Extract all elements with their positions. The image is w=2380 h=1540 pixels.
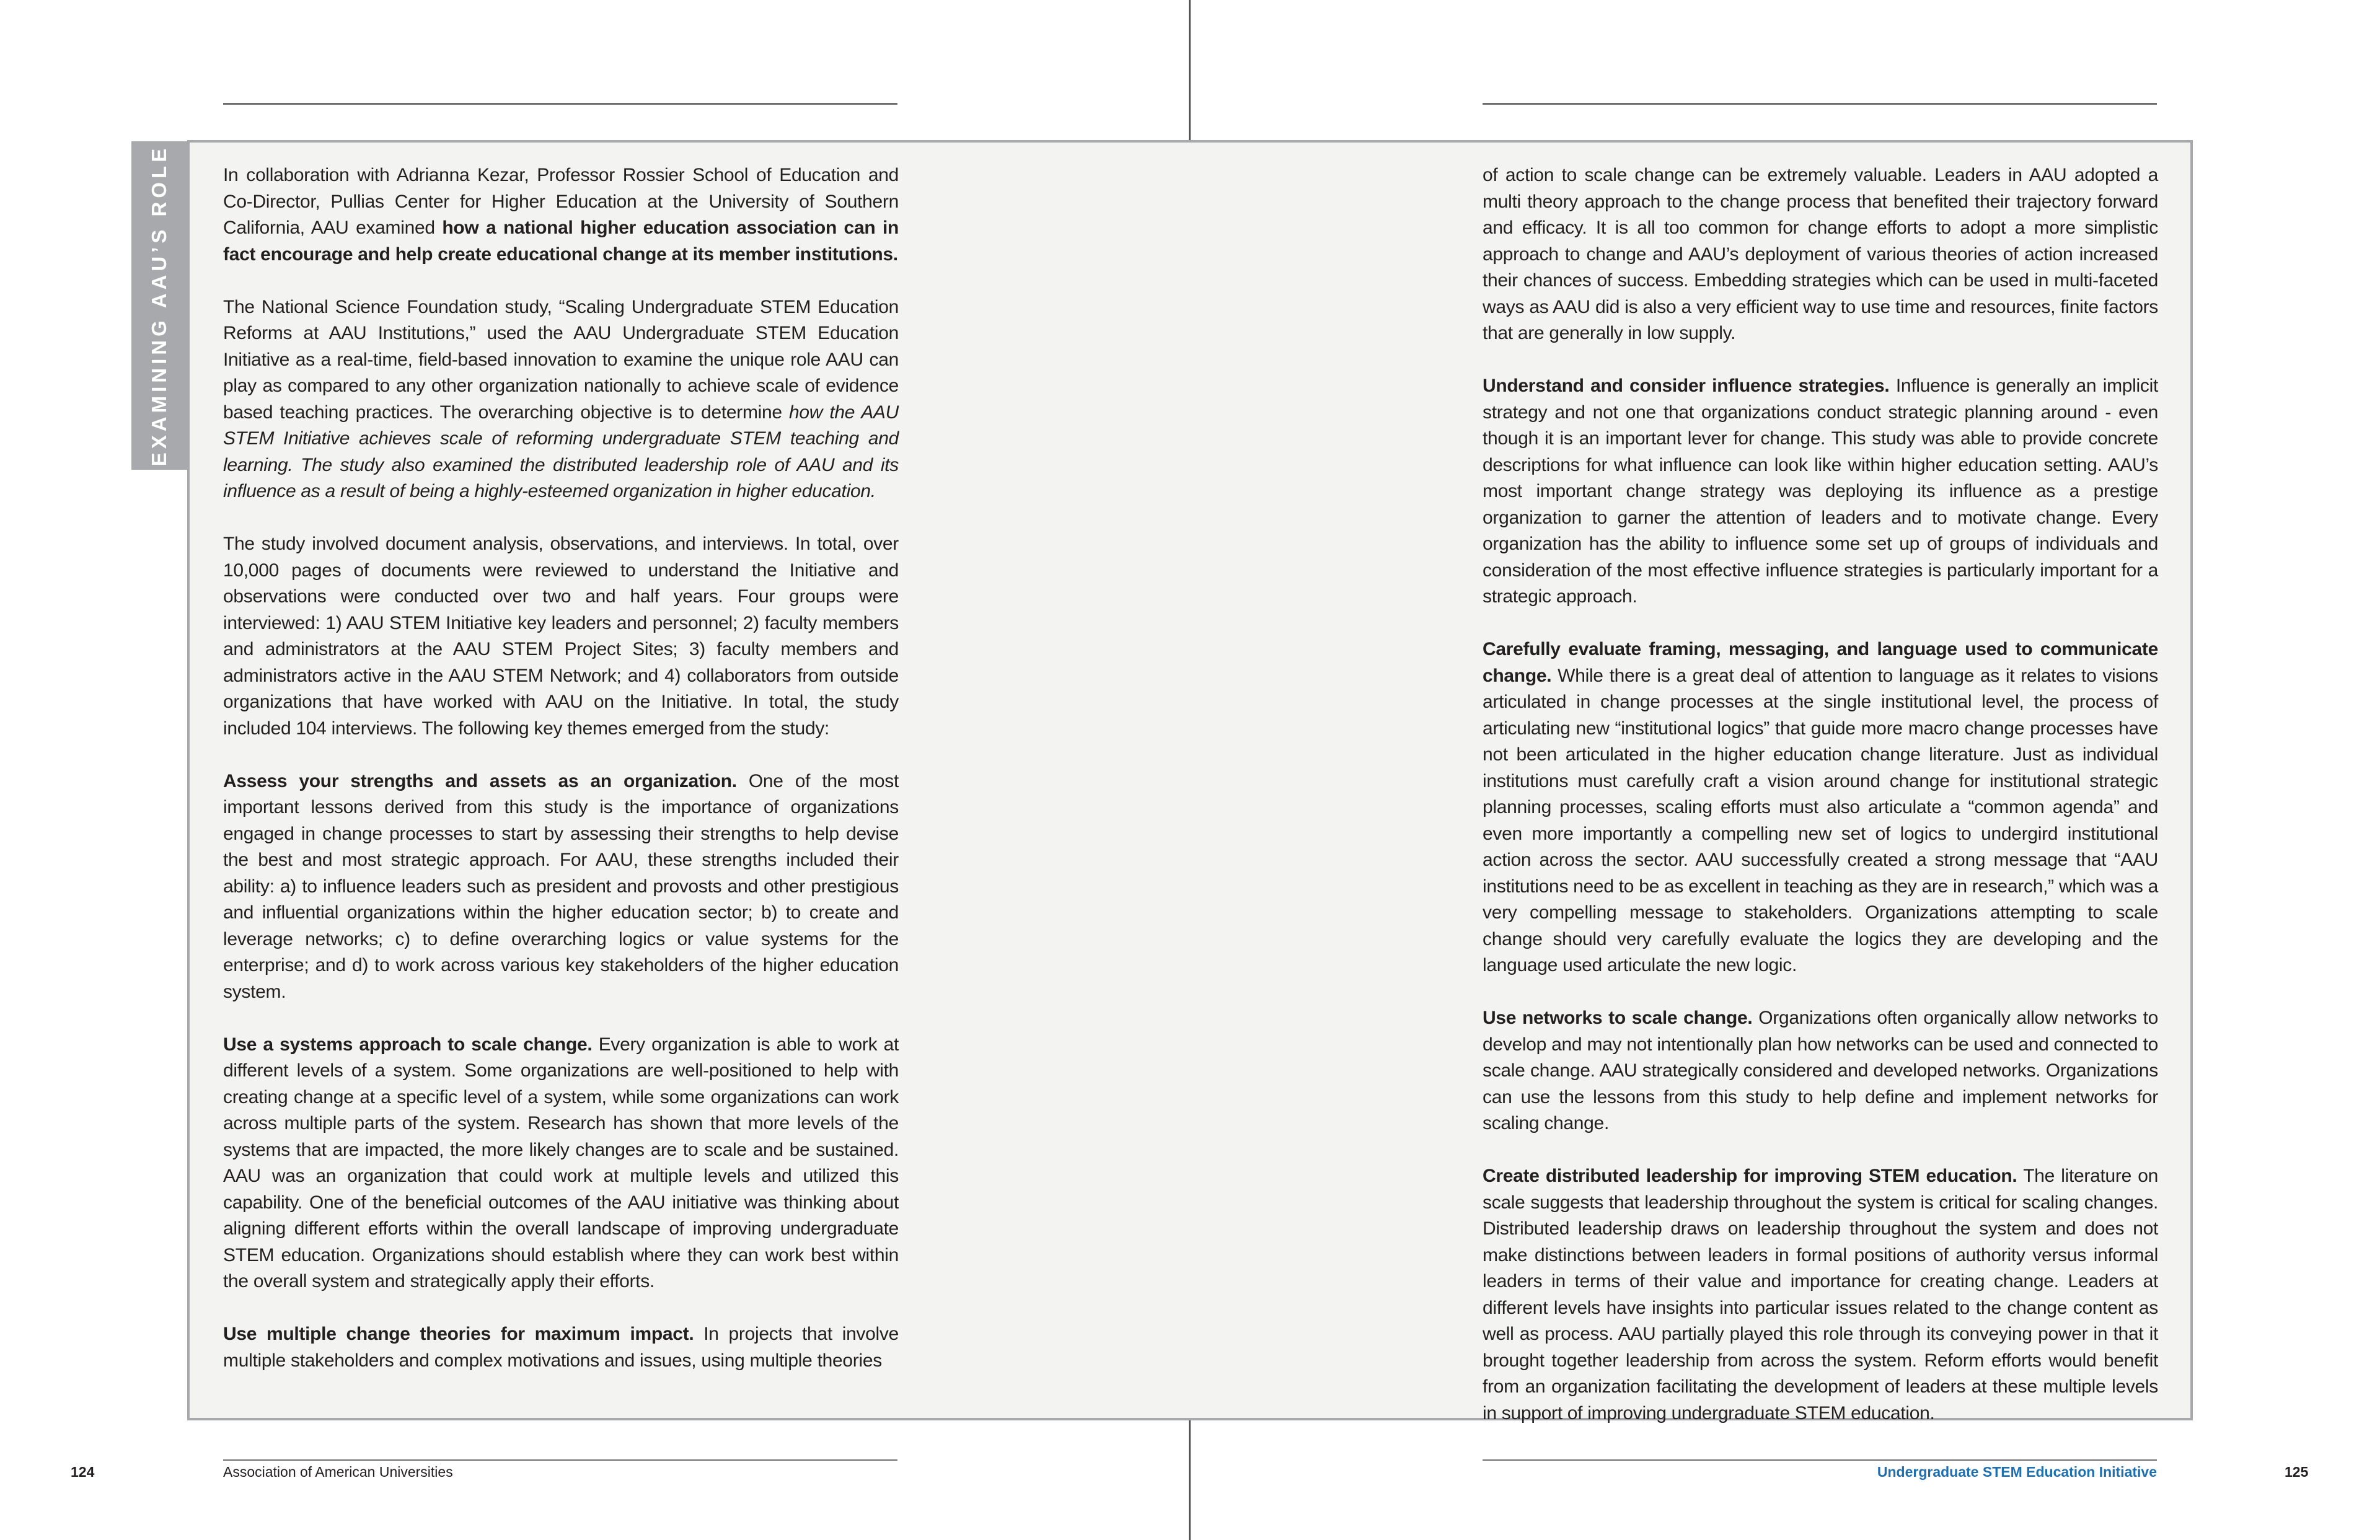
- footer-publisher: Association of American Universities: [223, 1464, 453, 1480]
- paragraph-heading: Create distributed leadership for improving STEM education.: [1483, 1166, 2017, 1186]
- paragraph-intro: [223, 162, 899, 268]
- paragraph-italic-text: how the AAU STEM Initiative achieves scale of reforming undergraduate STEM teaching and learning. The study also examined the distributed leadership role of AAU and its influence as a result of being a highly-esteemed organization in higher education.: [223, 402, 899, 501]
- paragraph-text: The National Science Foundation study, “Scaling Undergraduate STEM Education Reforms at AAU Institutions,” used the AAU Undergraduate STEM Education Initiative as a real-time, field-based innovation to examine the unique role AAU can play as compared to any other organization nationally to achieve scale of evidence based teaching practices. The overarching objective is to determine: [223, 296, 899, 423]
- paragraph-text: Influence is generally an implicit strategy and not one that organizations conduct strategic planning around - even though it is an important lever for change. This study was able to provide concrete descriptions for what influence can look like within higher education setting. AAU’s most important change strategy was deploying its influence as a prestige organization to garner the attention of leaders and to motivate change. Every organization has the ability to influence some set up of groups of individuals and consideration of the most effective influence strategies is particularly important for a strategic approach.: [1483, 376, 2158, 607]
- header-rule-left: [223, 103, 897, 105]
- paragraph-theories-continued: [1483, 162, 2158, 347]
- paragraph-text: Organizations often organically allow networks to develop and may not intentionally plan how networks can be used and connected to scale change. AAU strategically considered and developed networks. Organizations can use the lessons from this study to help define and implement networks for scaling change.: [1483, 1008, 2159, 1133]
- paragraph-study-method: [223, 531, 899, 742]
- header-rule-right: [1483, 103, 2157, 105]
- paragraph-text: In collaboration with Adrianna Kezar, Professor Rossier School of Education and Co-Director, Pullias Center for Higher Education at the University of Southern California, AAU examined: [223, 165, 899, 238]
- paragraph-text: The literature on scale suggests that leadership throughout the system is critical for scaling changes. Distributed leadership draws on leadership throughout the system and does not make distinctions between leaders in formal positions of authority versus informal leaders in terms of their value and importance for creating change. Leaders at different levels have insights into particular issues related to the change content as well as process. AAU partially played this role through its conveying power in that it brought together leadership from across the system. Reform efforts would benefit from an organization facilitating the development of leaders at these multiple levels in support of improving undergraduate STEM education.: [1483, 1166, 2158, 1423]
- paragraph-text: The study involved document analysis, observations, and interviews. In total, over 10,000 pages of documents were reviewed to understand the Initiative and observations were conducted over two and half years. Four groups were interviewed: 1) AAU STEM Initiative key leaders and personnel; 2) faculty members and administrators at the AAU STEM Project Sites; 3) faculty members and administrators active in the AAU STEM Network; and 4) collaborators from outside organizations that have worked with AAU on the Initiative. In total, the study included 104 interviews. The following key themes emerged from the study:: [223, 534, 899, 739]
- paragraph-text: Every organization is able to work at different levels of a system. Some organizations are well-positioned to help with creating change at a specific level of a system, while some organizations can work across multiple parts of the system. Research has shown that more levels of the systems that are impacted, the more likely changes are to scale and be sustained. AAU was an organization that could work at multiple levels and utilized this capability. One of the beneficial outcomes of the AAU initiative was thinking about aligning different efforts within the overall landscape of improving undergraduate STEM education. Organizations should establish where they can work best within the overall system and strategically apply their efforts.: [223, 1034, 899, 1291]
- paragraph-assess-strengths: [223, 768, 899, 1006]
- page-number-left: 124: [71, 1464, 95, 1480]
- paragraph-text: One of the most important lessons derived from this study is the importance of organizations engaged in change processes to start by assessing their strengths to help devise the best and most strategic approach. For AAU, these strengths included their ability: a) to influence leaders such as president and provosts and other prestigious and influential organizations within the higher education sector; b) to create and leverage networks; c) to define overarching logics or value systems for the enterprise; and d) to work across various key stakeholders of the higher education system.: [223, 770, 899, 1002]
- paragraph-heading: Use networks to scale change.: [1483, 1008, 1753, 1028]
- paragraph-heading: Understand and consider influence strategies.: [1483, 376, 1890, 396]
- paragraph-distributed-leadership: [1483, 1163, 2158, 1427]
- paragraph-multiple-theories: [223, 1321, 899, 1374]
- paragraph-nsf-study: [223, 294, 899, 505]
- footer-rule-right: [1483, 1459, 2157, 1461]
- paragraph-framing-messaging: [1483, 636, 2158, 979]
- page-number-right: 125: [2285, 1464, 2309, 1480]
- paragraph-networks: [1483, 1005, 2158, 1137]
- footer-initiative-title: Undergraduate STEM Education Initiative: [1877, 1464, 2157, 1480]
- paragraph-influence-strategies: [1483, 373, 2158, 610]
- left-column: [223, 162, 899, 1374]
- paragraph-heading: Carefully evaluate framing, messaging, and language used to communicate change.: [1483, 639, 2158, 686]
- section-tab-label: EXAMINING AAU’S ROLE: [148, 144, 170, 467]
- paragraph-heading: Assess your strengths and assets as an organization.: [223, 770, 737, 791]
- paragraph-text: In projects that involve multiple stakeholders and complex motivations and issues, using multiple theories: [223, 1324, 899, 1371]
- paragraph-text: of action to scale change can be extremely valuable. Leaders in AAU adopted a multi theory approach to the change process that benefited their trajectory forward and efficacy. It is all too common for change efforts to adopt a more simplistic approach to change and AAU’s deployment of various theories of action increased their chances of success. Embedding strategies which can be used in multi-faceted ways as AAU did is also a very efficient way to use time and resources, finite factors that are generally in low supply.: [1483, 165, 2158, 343]
- footer-rule-left: [223, 1459, 897, 1461]
- paragraph-heading: Use multiple change theories for maximum impact.: [223, 1324, 694, 1344]
- right-column: [1483, 162, 2158, 1427]
- paragraph-heading: Use a systems approach to scale change.: [223, 1034, 593, 1055]
- paragraph-bold-text: how a national higher education association can in fact encourage and help create educational change at its member institutions.: [223, 218, 899, 265]
- paragraph-systems-approach: [223, 1032, 899, 1295]
- paragraph-text: While there is a great deal of attention to language as it relates to visions articulated in change processes at the single institutional level, the process of articulating new “institutional logics” that guide more macro change processes have not been articulated in the higher education change literature. Just as individual institutions must carefully craft a vision around change for institutional strategic planning processes, scaling efforts must also articulate a “common agenda” and even more importantly a compelling new set of logics to undergird institutional action across the sector. AAU successfully created a strong message that “AAU institutions need to be as excellent in teaching as they are in research,” which was a very compelling message to stakeholders. Organizations attempting to scale change should very carefully evaluate the logics they are developing and the language used articulate the new logic.: [1483, 665, 2158, 975]
